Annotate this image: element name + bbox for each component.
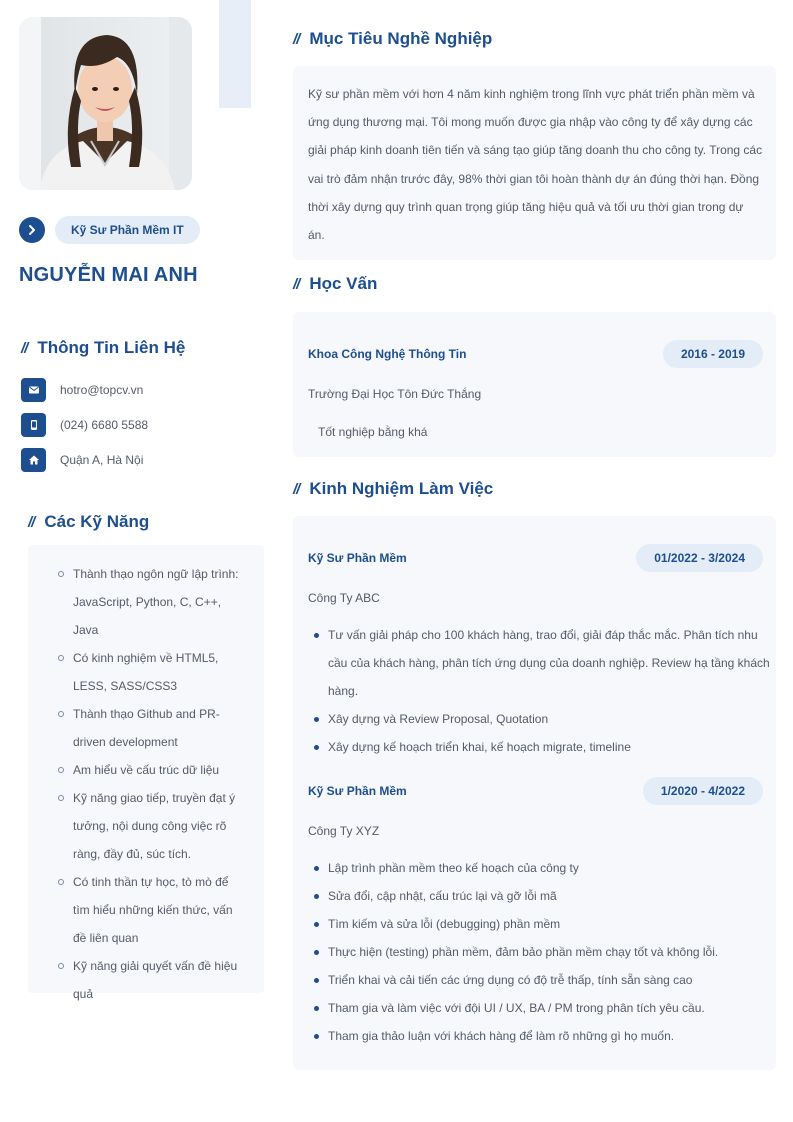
objective-section-title: [293, 29, 492, 49]
job-1-company: Công Ty ABC: [308, 591, 380, 605]
job-1-role: Kỹ Sư Phần Mềm: [308, 551, 407, 565]
experience-section-title: [293, 479, 493, 499]
skill-item: Có kinh nghiệm về HTML5, LESS, SASS/CSS3: [58, 644, 242, 700]
job-2-dates-badge: 1/2020 - 4/2022: [643, 777, 763, 805]
skills-section-title: [28, 512, 149, 532]
duty-item: Sửa đổi, cập nhật, cấu trúc lại và gỡ lỗi mã: [308, 882, 770, 910]
skill-item: Có tinh thần tự học, tò mò để tìm hiểu những kiến thức, vấn đề liên quan: [58, 868, 242, 952]
skill-item: Kỹ năng giao tiếp, truyền đạt ý tưởng, nội dung công việc rõ ràng, đầy đủ, súc tích.: [58, 784, 242, 868]
contact-address: [21, 448, 143, 472]
job-2-company: Công Ty XYZ: [308, 824, 380, 838]
envelope-icon: [21, 378, 46, 402]
chevron-right-icon: [19, 217, 45, 243]
education-section-title: [293, 274, 377, 294]
contact-section-title: [21, 338, 185, 358]
section-slash-icon: //: [28, 513, 35, 531]
duty-item: Xây dựng và Review Proposal, Quotation: [308, 705, 770, 733]
contact-title-text: Thông Tin Liên Hệ: [37, 338, 186, 357]
education-school: Trường Đại Học Tôn Đức Thắng: [308, 387, 482, 401]
job-title-row: [19, 216, 200, 244]
address-text: Quận A, Hà Nội: [60, 453, 144, 467]
section-slash-icon: //: [293, 30, 300, 48]
skills-box: [28, 545, 264, 1001]
section-slash-icon: //: [293, 480, 300, 498]
duty-item: Lập trình phần mềm theo kế hoạch của công ty: [308, 854, 770, 882]
education-title-text: Học Vấn: [309, 274, 378, 293]
section-slash-icon: //: [293, 275, 300, 293]
duty-item: Triển khai và cải tiến các ứng dụng có độ trễ thấp, tính sẵn sàng cao: [308, 966, 770, 994]
objective-text: Kỹ sư phần mềm với hơn 4 năm kinh nghiệm trong lĩnh vực phát triển phần mềm và ứng dụng thương mại. Tôi mong muốn được gia nhập vào công ty để xây dựng các giải pháp kinh doanh tiên tiến và sáng tạo giúp tăng doanh thu cho công ty. Trong các vai trò đảm nhận trước đây, 98% thời gian tôi hoàn thành dự án đúng thời hạn. Đồng thời xây dựng quy trình quan trọng giúp tăng hiệu quả và tối ưu thời gian trong dự án.: [308, 87, 763, 243]
job-1-dates-badge: 01/2022 - 3/2024: [636, 544, 763, 572]
education-dates-badge: 2016 - 2019: [663, 340, 763, 368]
duty-item: Thực hiện (testing) phần mềm, đảm bảo phần mềm chạy tốt và không lỗi.: [308, 938, 770, 966]
job-2-duties: [308, 854, 770, 1050]
education-note: Tốt nghiệp bằng khá: [318, 425, 428, 439]
skill-item: Thành thạo ngôn ngữ lập trình: JavaScript, Python, C, C++, Java: [58, 560, 242, 644]
section-slash-icon: //: [21, 339, 28, 357]
email-text: hotro@topcv.vn: [60, 383, 144, 397]
job-title-badge: Kỹ Sư Phần Mềm IT: [55, 216, 200, 244]
skill-item: Am hiểu về cấu trúc dữ liệu: [58, 756, 242, 784]
decorative-bar: [219, 0, 251, 108]
profile-photo-illustration: [19, 17, 192, 190]
objective-title-text: Mục Tiêu Nghề Nghiệp: [309, 29, 493, 48]
contact-phone: [21, 413, 148, 437]
profile-photo: [19, 17, 192, 190]
phone-icon: [21, 413, 46, 437]
duty-item: Tư vấn giải pháp cho 100 khách hàng, trao đổi, giải đáp thắc mắc. Phân tích nhu cầu của khách hàng, phân tích ứng dụng của doanh nghiệp. Review hạ tầng khách hàng.: [308, 621, 770, 705]
skills-list: [58, 560, 242, 1008]
duty-item: Tìm kiếm và sửa lỗi (debugging) phần mềm: [308, 910, 770, 938]
contact-email: [21, 378, 143, 402]
home-icon: [21, 448, 46, 472]
job-2-role: Kỹ Sư Phần Mềm: [308, 784, 407, 798]
duty-item: Tham gia và làm việc với đội UI / UX, BA / PM trong phân tích yêu cầu.: [308, 994, 770, 1022]
education-major: Khoa Công Nghệ Thông Tin: [308, 347, 467, 361]
duty-item: Tham gia thảo luận với khách hàng để làm rõ những gì họ muốn.: [308, 1022, 770, 1050]
phone-text: (024) 6680 5588: [60, 418, 149, 432]
skills-title-text: Các Kỹ Năng: [44, 512, 150, 531]
skill-item: Kỹ năng giải quyết vấn đề hiệu quả: [58, 952, 242, 1008]
candidate-name: NGUYỄN MAI ANH: [19, 264, 198, 286]
job-1-duties: [308, 621, 770, 761]
skill-item: Thành thạo Github and PR-driven development: [58, 700, 242, 756]
duty-item: Xây dựng kế hoạch triển khai, kế hoạch migrate, timeline: [308, 733, 770, 761]
experience-title-text: Kinh Nghiệm Làm Việc: [309, 479, 494, 498]
